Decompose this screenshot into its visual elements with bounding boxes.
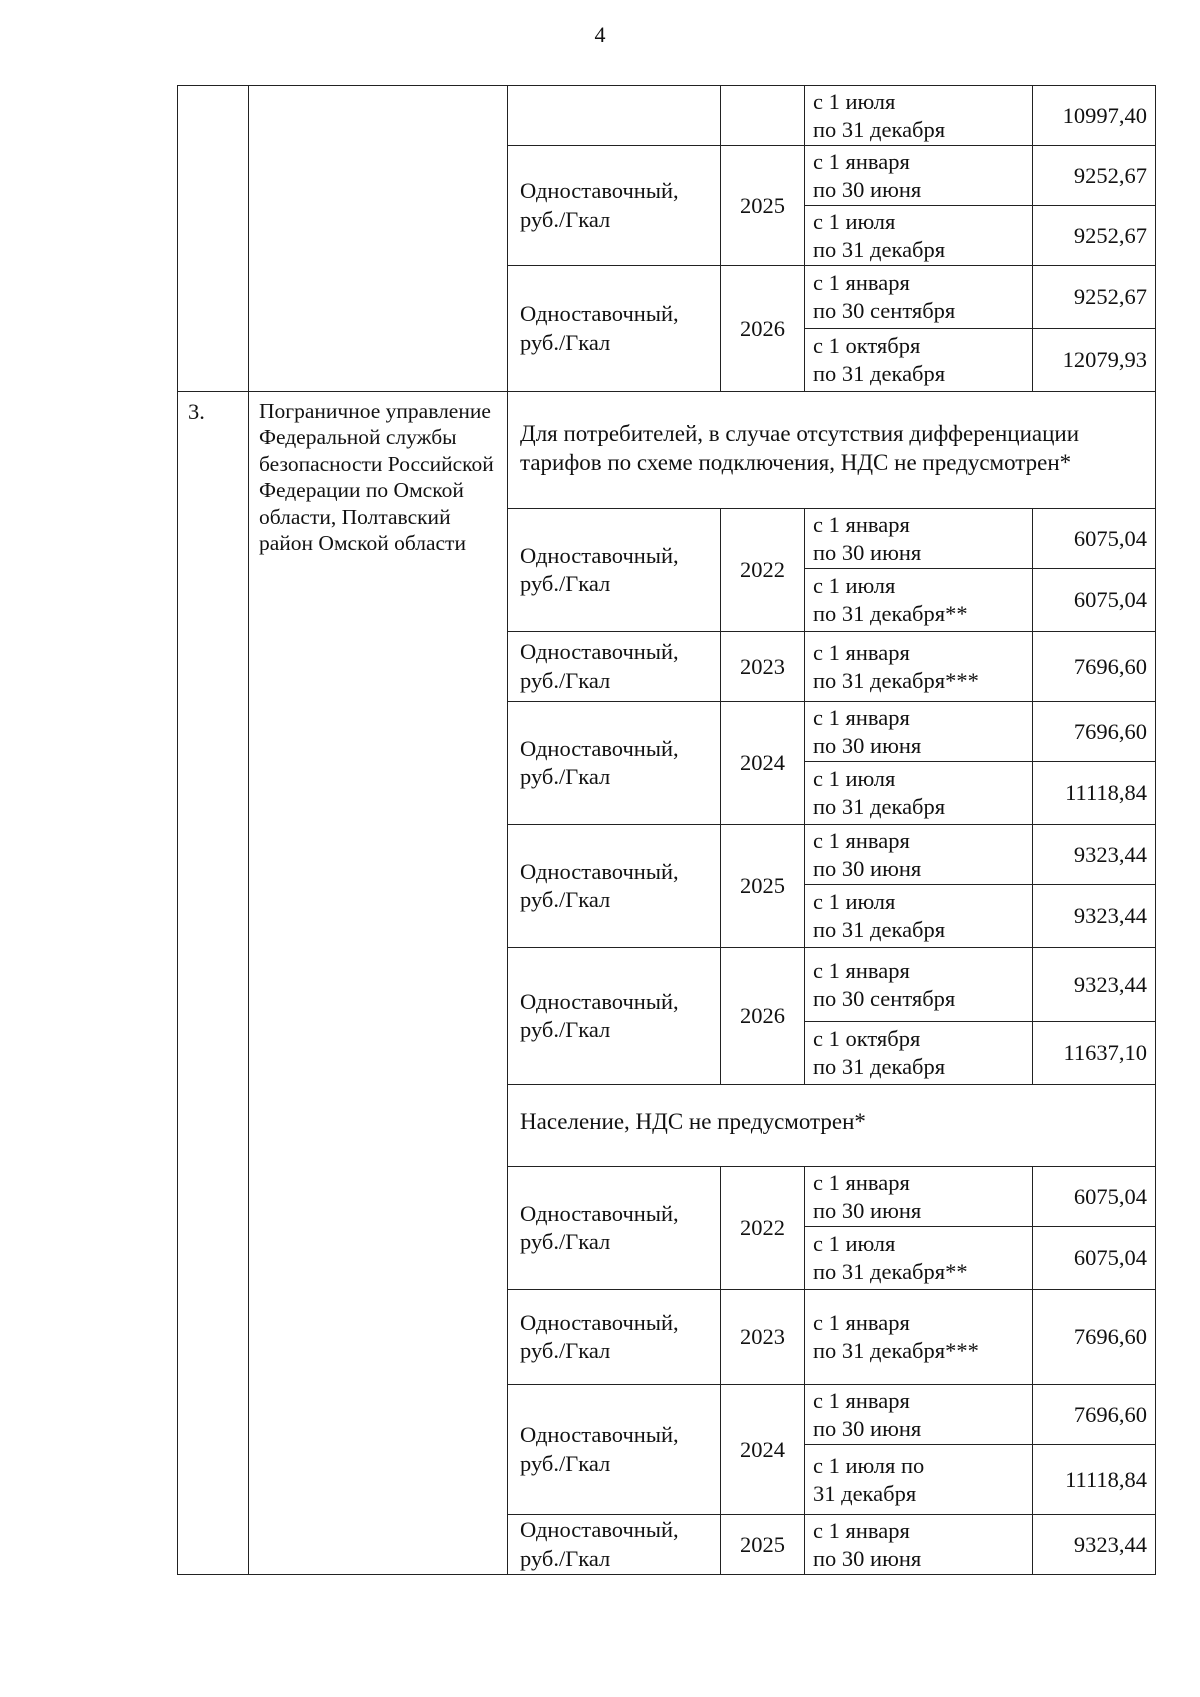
year-label: 2026 bbox=[740, 1003, 785, 1029]
period-to: по 31 декабря*** bbox=[813, 667, 979, 693]
tariff-type-cell bbox=[508, 825, 721, 948]
year-label: 2023 bbox=[740, 1324, 785, 1350]
value-cell bbox=[1033, 206, 1156, 266]
value-cell bbox=[1033, 86, 1156, 146]
tariff-value: 11118,84 bbox=[1065, 780, 1147, 806]
period-cell bbox=[805, 1515, 1033, 1575]
period-cell bbox=[805, 146, 1033, 206]
year-cell bbox=[721, 825, 805, 948]
year-cell bbox=[721, 948, 805, 1085]
tariff-value: 11637,10 bbox=[1063, 1040, 1147, 1066]
tariff-value: 6075,04 bbox=[1073, 525, 1147, 551]
period-from: с 1 октября bbox=[813, 333, 921, 359]
row-number-cell-empty bbox=[178, 86, 249, 392]
year-cell bbox=[721, 702, 805, 825]
period-cell bbox=[805, 825, 1033, 885]
population-group-heading-cell bbox=[508, 1085, 1156, 1167]
period-cell bbox=[805, 206, 1033, 266]
period-to: по 31 декабря bbox=[813, 116, 946, 142]
period-to: по 30 сентября bbox=[813, 985, 956, 1011]
value-cell bbox=[1033, 1515, 1156, 1575]
period-from: с 1 января bbox=[813, 827, 910, 853]
population-group-heading: Население, НДС не предусмотрен* bbox=[520, 1109, 866, 1135]
value-cell bbox=[1033, 509, 1156, 569]
consumer-group-heading-cell bbox=[508, 392, 1156, 509]
year-cell bbox=[721, 1515, 805, 1575]
value-cell bbox=[1033, 702, 1156, 762]
tariff-value: 7696,60 bbox=[1073, 1401, 1147, 1427]
period-cell bbox=[805, 885, 1033, 948]
period-to: по 31 декабря bbox=[813, 236, 946, 262]
period-cell bbox=[805, 86, 1033, 146]
year-label: 2025 bbox=[740, 192, 785, 218]
tariff-type-cell bbox=[508, 1290, 721, 1385]
tariff-value: 10997,40 bbox=[1062, 102, 1147, 128]
period-to: по 30 июня bbox=[813, 1545, 922, 1571]
year-label: 2025 bbox=[740, 873, 785, 899]
period-to: по 30 июня bbox=[813, 855, 922, 881]
year-cell-empty bbox=[721, 86, 805, 146]
year-label: 2022 bbox=[740, 1215, 785, 1241]
period-cell bbox=[805, 1227, 1033, 1290]
period-from: с 1 октября bbox=[813, 1026, 921, 1052]
period-to: по 30 июня bbox=[813, 176, 922, 202]
period-from: с 1 июля bbox=[813, 573, 896, 599]
value-cell bbox=[1033, 1290, 1156, 1385]
tariff-type-cell bbox=[508, 1385, 721, 1515]
tariff-type-cell bbox=[508, 702, 721, 825]
tariff-table-container bbox=[177, 85, 1155, 1588]
period-cell bbox=[805, 1385, 1033, 1445]
row-number: 3. bbox=[188, 399, 205, 424]
tariff-value: 9323,44 bbox=[1073, 841, 1147, 867]
year-cell bbox=[721, 266, 805, 392]
period-to: по 31 декабря bbox=[813, 794, 946, 819]
period-from: с 1 июля bbox=[813, 766, 896, 792]
value-cell bbox=[1033, 825, 1156, 885]
period-to: по 30 июня bbox=[813, 539, 922, 565]
tariff-value: 9323,44 bbox=[1073, 1531, 1147, 1557]
value-cell bbox=[1033, 632, 1156, 702]
tariff-value: 9323,44 bbox=[1073, 971, 1147, 997]
period-to: по 31 декабря** bbox=[813, 601, 968, 626]
value-cell bbox=[1033, 885, 1156, 948]
period-from: с 1 января bbox=[813, 1169, 910, 1195]
value-cell bbox=[1033, 948, 1156, 1022]
period-to: по 31 декабря bbox=[813, 361, 946, 386]
period-from: с 1 января bbox=[813, 148, 910, 174]
tariff-type-cell bbox=[508, 509, 721, 632]
organization-cell bbox=[249, 392, 508, 1575]
year-label: 2022 bbox=[740, 557, 785, 583]
tariff-value: 9323,44 bbox=[1073, 903, 1147, 929]
year-label: 2025 bbox=[740, 1531, 785, 1557]
period-cell bbox=[805, 1290, 1033, 1385]
tariff-type-label: Одноставочный, руб./Гкал bbox=[520, 1200, 679, 1254]
period-cell bbox=[805, 702, 1033, 762]
period-cell bbox=[805, 762, 1033, 825]
tariff-type-label: Одноставочный, руб./Гкал bbox=[520, 735, 679, 789]
period-cell bbox=[805, 509, 1033, 569]
tariff-type-cell bbox=[508, 632, 721, 702]
tariff-type-label: Одноставочный, руб./Гкал bbox=[520, 301, 679, 355]
consumer-group-heading: Для потребителей, в случае отсутствия дифференциации тарифов по схеме подключения, НДС не предусмотрен* bbox=[520, 421, 1080, 475]
value-cell bbox=[1033, 762, 1156, 825]
period-from: с 1 января bbox=[813, 1387, 910, 1413]
period-cell bbox=[805, 329, 1033, 392]
period-cell bbox=[805, 1445, 1033, 1515]
period-cell bbox=[805, 266, 1033, 329]
value-cell bbox=[1033, 329, 1156, 392]
period-from: с 1 июля bbox=[813, 889, 896, 915]
organization-cell-empty bbox=[249, 86, 508, 392]
value-cell bbox=[1033, 1445, 1156, 1515]
period-to: по 31 декабря bbox=[813, 1054, 946, 1079]
organization-name: Пограничное управление Федеральной службы безопасности Российской Федерации по Омской области, Полтавский район Омской области bbox=[259, 399, 494, 556]
year-label: 2024 bbox=[740, 1436, 785, 1462]
table-row bbox=[178, 392, 1156, 509]
period-to: по 31 декабря*** bbox=[813, 1338, 979, 1363]
value-cell bbox=[1033, 1385, 1156, 1445]
period-from: с 1 июля bbox=[813, 1231, 896, 1257]
tariff-value: 6075,04 bbox=[1073, 1245, 1147, 1271]
tariff-value: 7696,60 bbox=[1073, 653, 1147, 679]
table-row bbox=[178, 86, 1156, 146]
value-cell bbox=[1033, 146, 1156, 206]
row-number-cell bbox=[178, 392, 249, 1575]
year-label: 2026 bbox=[740, 315, 785, 341]
year-label: 2024 bbox=[740, 750, 785, 776]
period-from: с 1 января bbox=[813, 1517, 910, 1543]
value-cell bbox=[1033, 1227, 1156, 1290]
tariff-type-label: Одноставочный, руб./Гкал bbox=[520, 988, 679, 1042]
tariff-type-cell bbox=[508, 1515, 721, 1575]
period-cell bbox=[805, 948, 1033, 1022]
period-from: с 1 января bbox=[813, 704, 910, 730]
tariff-type-label: Одноставочный, руб./Гкал bbox=[520, 1309, 679, 1363]
year-cell bbox=[721, 632, 805, 702]
tariff-type-label: Одноставочный, руб./Гкал bbox=[520, 639, 679, 693]
period-to: по 31 декабря** bbox=[813, 1259, 968, 1284]
tariff-value: 7696,60 bbox=[1073, 1324, 1147, 1350]
value-cell bbox=[1033, 569, 1156, 632]
period-to: 31 декабря bbox=[813, 1480, 917, 1506]
period-to: по 31 декабря bbox=[813, 917, 946, 942]
value-cell bbox=[1033, 1167, 1156, 1227]
tariff-value: 11118,84 bbox=[1065, 1466, 1147, 1492]
tariff-type-cell bbox=[508, 266, 721, 392]
year-cell bbox=[721, 146, 805, 266]
period-to: по 30 июня bbox=[813, 1415, 922, 1441]
page-number: 4 bbox=[594, 22, 606, 47]
value-cell bbox=[1033, 266, 1156, 329]
tariff-value: 6075,04 bbox=[1073, 587, 1147, 613]
tariff-value: 9252,67 bbox=[1073, 222, 1147, 248]
period-to: по 30 сентября bbox=[813, 298, 956, 323]
tariff-type-cell bbox=[508, 146, 721, 266]
period-from: с 1 июля bbox=[813, 88, 896, 114]
tariff-value: 7696,60 bbox=[1073, 718, 1147, 744]
tariff-type-label: Одноставочный, руб./Гкал bbox=[520, 858, 679, 912]
year-cell bbox=[721, 1290, 805, 1385]
tariff-value: 6075,04 bbox=[1073, 1183, 1147, 1209]
tariff-type-cell-empty bbox=[508, 86, 721, 146]
period-from: с 1 января bbox=[813, 270, 910, 296]
period-from: с 1 января bbox=[813, 1310, 910, 1336]
tariff-value: 9252,67 bbox=[1073, 284, 1147, 310]
period-cell bbox=[805, 1022, 1033, 1085]
period-from: с 1 января bbox=[813, 957, 910, 983]
year-cell bbox=[721, 1385, 805, 1515]
year-label: 2023 bbox=[740, 653, 785, 679]
year-cell bbox=[721, 509, 805, 632]
tariff-value: 12079,93 bbox=[1062, 347, 1147, 373]
period-cell bbox=[805, 569, 1033, 632]
tariff-type-cell bbox=[508, 1167, 721, 1290]
period-to: по 30 июня bbox=[813, 1197, 922, 1223]
tariff-type-label: Одноставочный, руб./Гкал bbox=[520, 1422, 679, 1476]
period-from: с 1 января bbox=[813, 639, 910, 665]
tariff-type-label: Одноставочный, руб./Гкал bbox=[520, 542, 679, 596]
period-from: с 1 июля по bbox=[813, 1452, 925, 1478]
period-cell bbox=[805, 632, 1033, 702]
tariff-type-label: Одноставочный, руб./Гкал bbox=[520, 1517, 679, 1571]
period-from: с 1 января bbox=[813, 511, 910, 537]
period-cell bbox=[805, 1167, 1033, 1227]
tariff-type-cell bbox=[508, 948, 721, 1085]
value-cell bbox=[1033, 1022, 1156, 1085]
period-to: по 30 июня bbox=[813, 732, 922, 758]
year-cell bbox=[721, 1167, 805, 1290]
tariff-type-label: Одноставочный, руб./Гкал bbox=[520, 178, 679, 232]
tariff-value: 9252,67 bbox=[1073, 162, 1147, 188]
tariff-table bbox=[177, 85, 1156, 1575]
period-from: с 1 июля bbox=[813, 208, 896, 234]
